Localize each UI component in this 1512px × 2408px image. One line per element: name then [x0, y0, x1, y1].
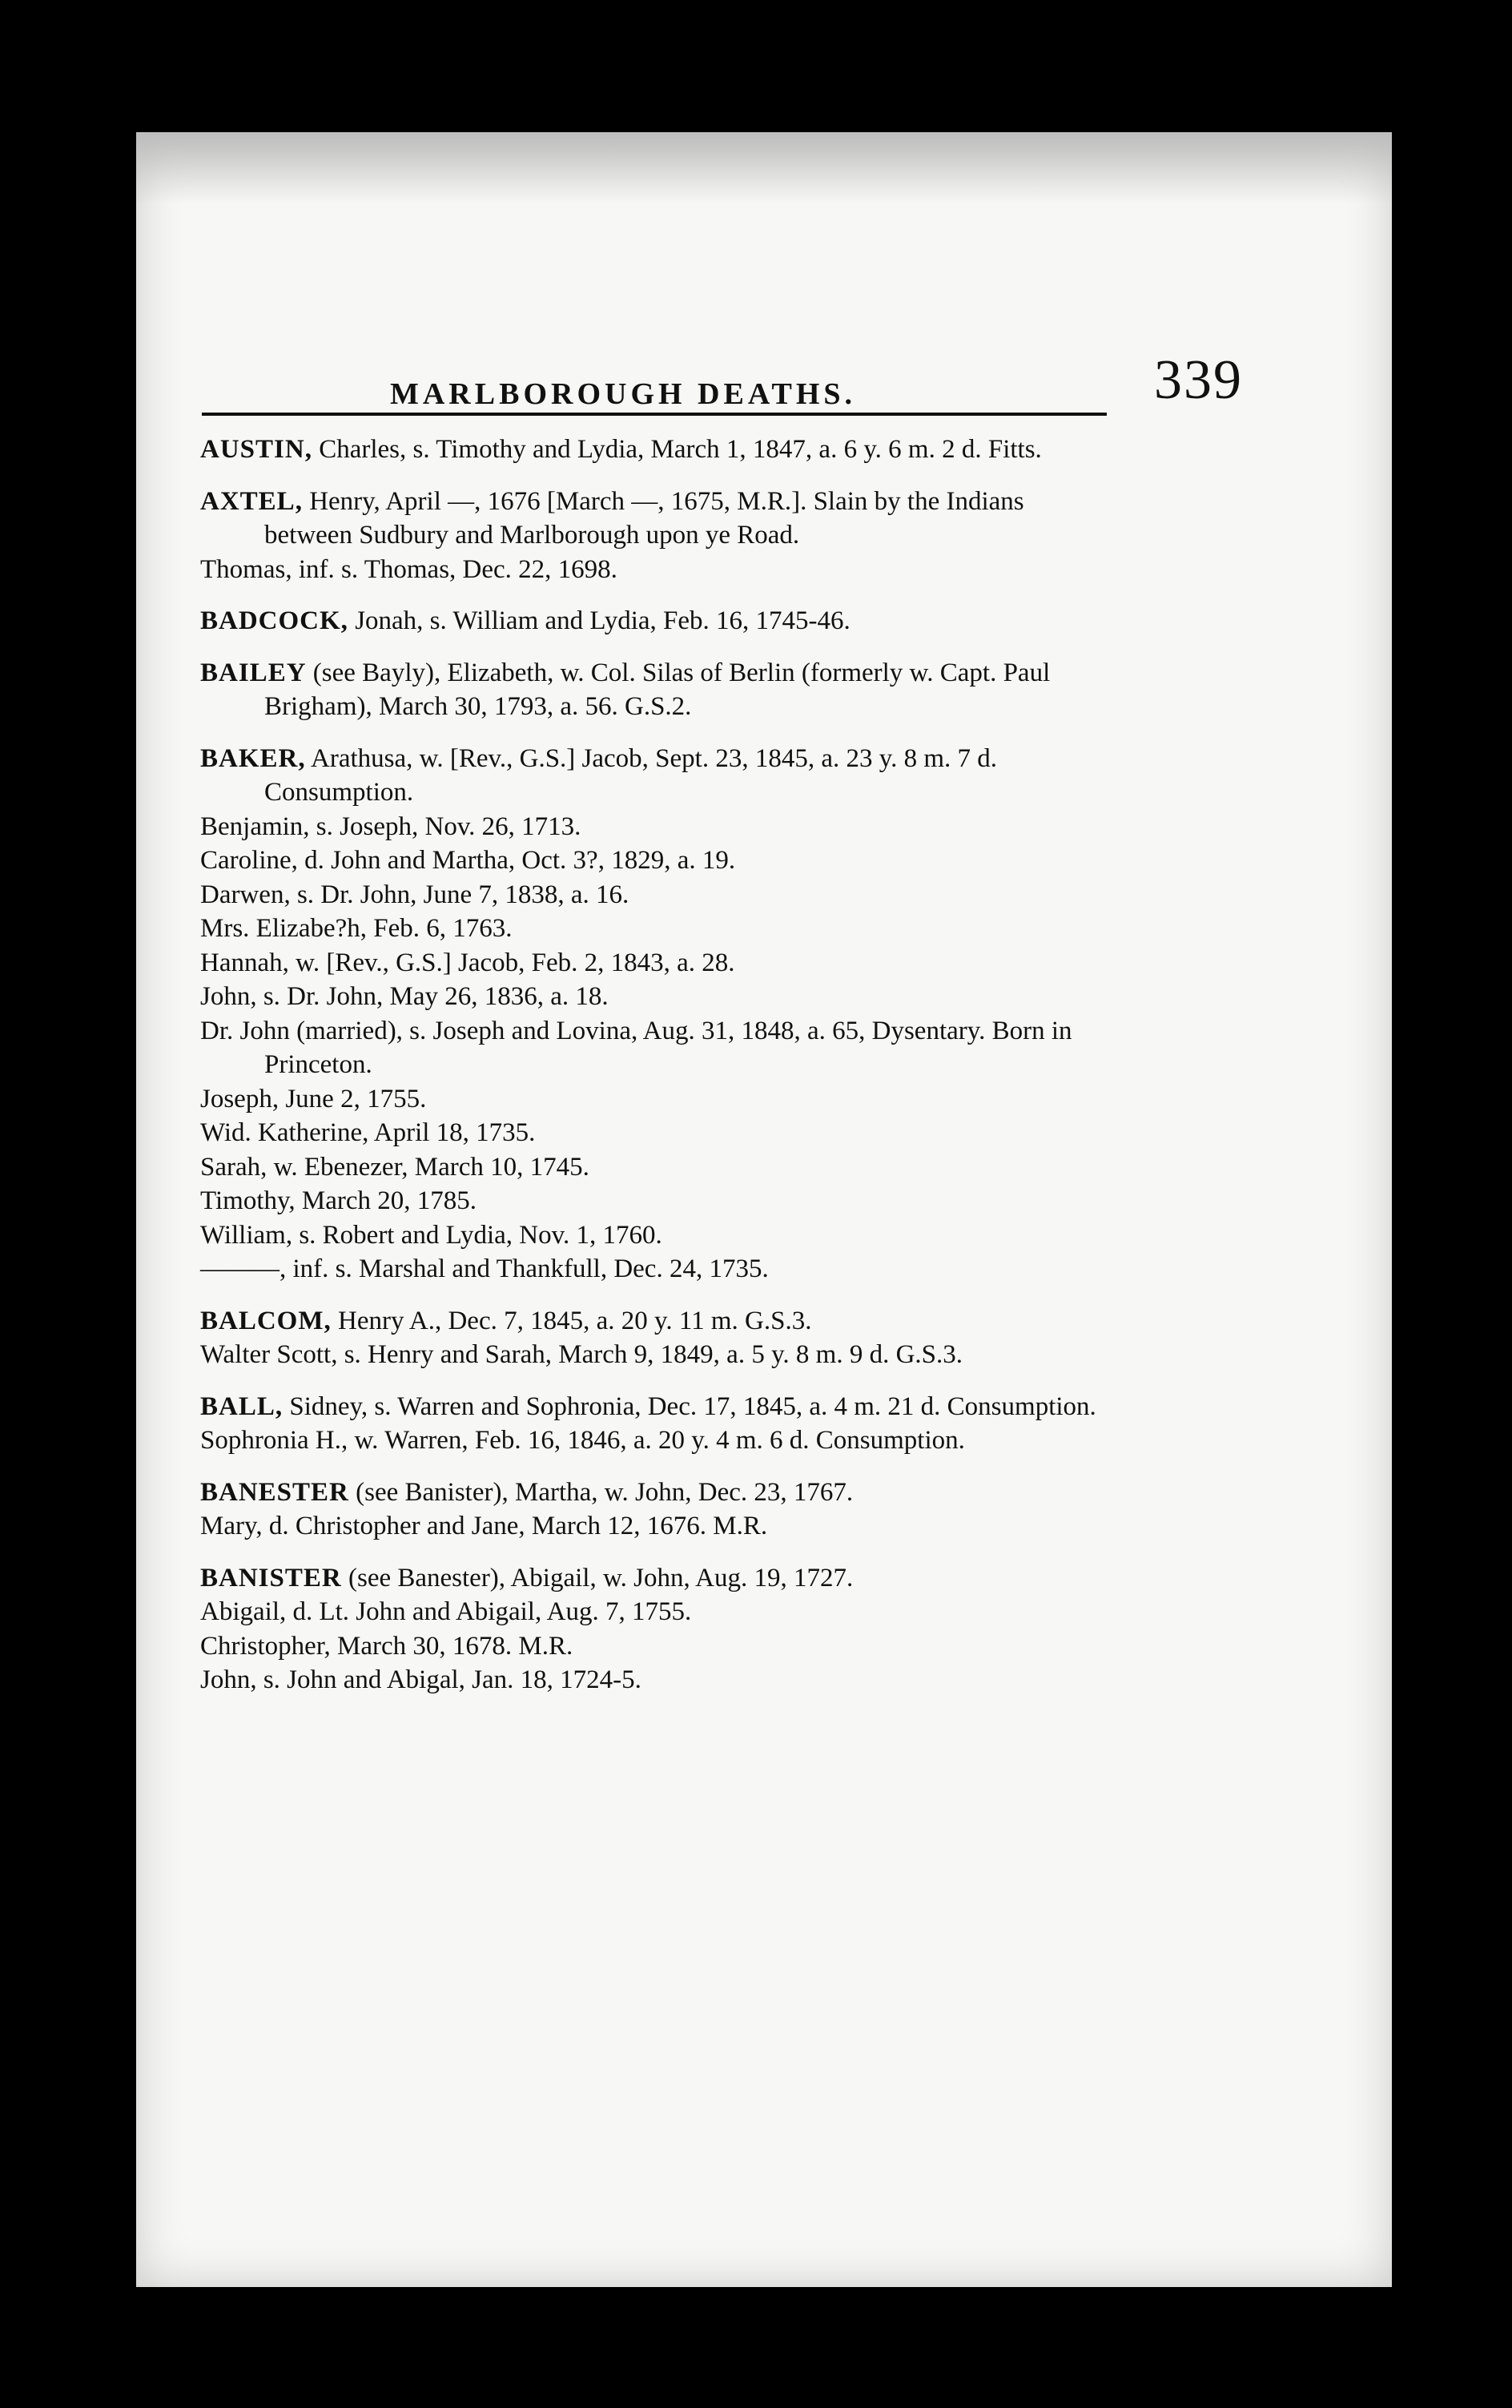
surname: BAKER, — [200, 743, 306, 773]
record-text: Sophronia H., w. Warren, Feb. 16, 1846, a. 20 y. 4 m. 6 d. Consumption. — [200, 1426, 965, 1455]
record-entry — [200, 912, 1113, 946]
record-text: William, s. Robert and Lydia, Nov. 1, 1760. — [200, 1220, 662, 1250]
record-text: Dr. John (married), s. Joseph and Lovina, Aug. 31, 1848, a. 65, Dysentary. Born in Princeton. — [200, 1016, 1072, 1079]
record-entry — [200, 1184, 1113, 1218]
record-text: Sarah, w. Ebenezer, March 10, 1745. — [200, 1152, 589, 1182]
record-text: Christopher, March 30, 1678. M.R. — [200, 1631, 573, 1661]
record-entry — [200, 553, 1113, 587]
record-text: Joseph, June 2, 1755. — [200, 1084, 427, 1113]
record-text: (see Banister), Martha, w. John, Dec. 23, 1767. — [348, 1477, 854, 1507]
header-rule — [202, 413, 1107, 416]
record-text: Hannah, w. [Rev., G.S.] Jacob, Feb. 2, 1843, a. 28. — [200, 948, 735, 977]
record-text: Henry A., Dec. 7, 1845, a. 20 y. 11 m. G.S.3. — [331, 1306, 812, 1335]
surname: BALL, — [200, 1391, 284, 1421]
record-text: ———, inf. s. Marshal and Thankfull, Dec. 24, 1735. — [200, 1254, 769, 1283]
record-text: Arathusa, w. [Rev., G.S.] Jacob, Sept. 23, 1845, a. 23 y. 8 m. 7 d. Consumption. — [264, 743, 998, 807]
record-entry — [200, 1561, 1113, 1596]
record-entry — [200, 1595, 1113, 1629]
record-text: John, s. Dr. John, May 26, 1836, a. 18. — [200, 982, 609, 1011]
record-text: Timothy, March 20, 1785. — [200, 1186, 477, 1215]
record-entry — [200, 1509, 1113, 1544]
record-entry — [200, 1629, 1113, 1664]
record-text: Thomas, inf. s. Thomas, Dec. 22, 1698. — [200, 554, 617, 584]
surname: AXTEL, — [200, 486, 303, 516]
record-entry — [200, 1304, 1113, 1339]
record-entry — [200, 1476, 1113, 1510]
record-text: Henry, April —, 1676 [March —, 1675, M.R.]. Slain by the Indians between Sudbury and Marlborough upon ye Road. — [264, 486, 1024, 550]
record-text: Walter Scott, s. Henry and Sarah, March 9, 1849, a. 5 y. 8 m. 9 d. G.S.3. — [200, 1340, 963, 1369]
record-text: Sidney, s. Warren and Sophronia, Dec. 17, 1845, a. 4 m. 21 d. Consumption. — [283, 1391, 1096, 1421]
death-records — [200, 433, 1113, 1697]
record-entry — [200, 604, 1113, 638]
scan-shadow — [136, 132, 1392, 204]
record-text: (see Banester), Abigail, w. John, Aug. 19, 1727. — [341, 1563, 854, 1593]
record-entry — [200, 433, 1113, 467]
record-text: Benjamin, s. Joseph, Nov. 26, 1713. — [200, 811, 581, 841]
record-entry — [200, 1390, 1113, 1424]
page-number: 339 — [1154, 349, 1243, 411]
record-text: Caroline, d. John and Martha, Oct. 3?, 1829, a. 19. — [200, 846, 736, 875]
record-entry — [200, 878, 1113, 912]
record-entry — [200, 1423, 1113, 1458]
record-text: (see Bayly), Elizabeth, w. Col. Silas of Berlin (formerly w. Capt. Paul Brigham), March 30, 1793, a. 56. G.S.2. — [264, 658, 1051, 721]
record-text: Darwen, s. Dr. John, June 7, 1838, a. 16. — [200, 880, 629, 909]
record-text: Charles, s. Timothy and Lydia, March 1, 1847, a. 6 y. 6 m. 2 d. Fitts. — [312, 435, 1042, 464]
running-title: MARLBOROUGH DEATHS. — [390, 377, 857, 411]
record-entry — [200, 1252, 1113, 1287]
record-entry — [200, 656, 1113, 724]
surname: BANESTER — [200, 1477, 349, 1507]
record-text: Abigail, d. Lt. John and Abigail, Aug. 7, 1755. — [200, 1597, 692, 1626]
record-entry — [200, 485, 1113, 553]
surname: AUSTIN, — [200, 435, 312, 464]
record-entry — [200, 980, 1113, 1014]
surname: BANISTER — [200, 1563, 342, 1593]
book-page — [136, 132, 1392, 2287]
record-entry — [200, 946, 1113, 981]
record-entry — [200, 1218, 1113, 1253]
record-entry — [200, 1338, 1113, 1372]
record-entry — [200, 742, 1113, 810]
surname: BALCOM, — [200, 1306, 332, 1335]
record-text: John, s. John and Abigal, Jan. 18, 1724-5. — [200, 1665, 641, 1694]
record-entry — [200, 844, 1113, 878]
record-text: Mary, d. Christopher and Jane, March 12, 1676. M.R. — [200, 1512, 768, 1540]
record-text: Mrs. Elizabe?h, Feb. 6, 1763. — [200, 914, 513, 943]
record-text: Jonah, s. William and Lydia, Feb. 16, 1745-46. — [348, 606, 850, 635]
record-entry — [200, 810, 1113, 844]
surname: BAILEY — [200, 658, 307, 687]
record-entry — [200, 1663, 1113, 1697]
surname: BADCOCK, — [200, 606, 348, 635]
record-entry — [200, 1150, 1113, 1185]
record-entry — [200, 1082, 1113, 1117]
record-entry — [200, 1014, 1113, 1082]
record-text: Wid. Katherine, April 18, 1735. — [200, 1118, 536, 1147]
record-entry — [200, 1116, 1113, 1150]
